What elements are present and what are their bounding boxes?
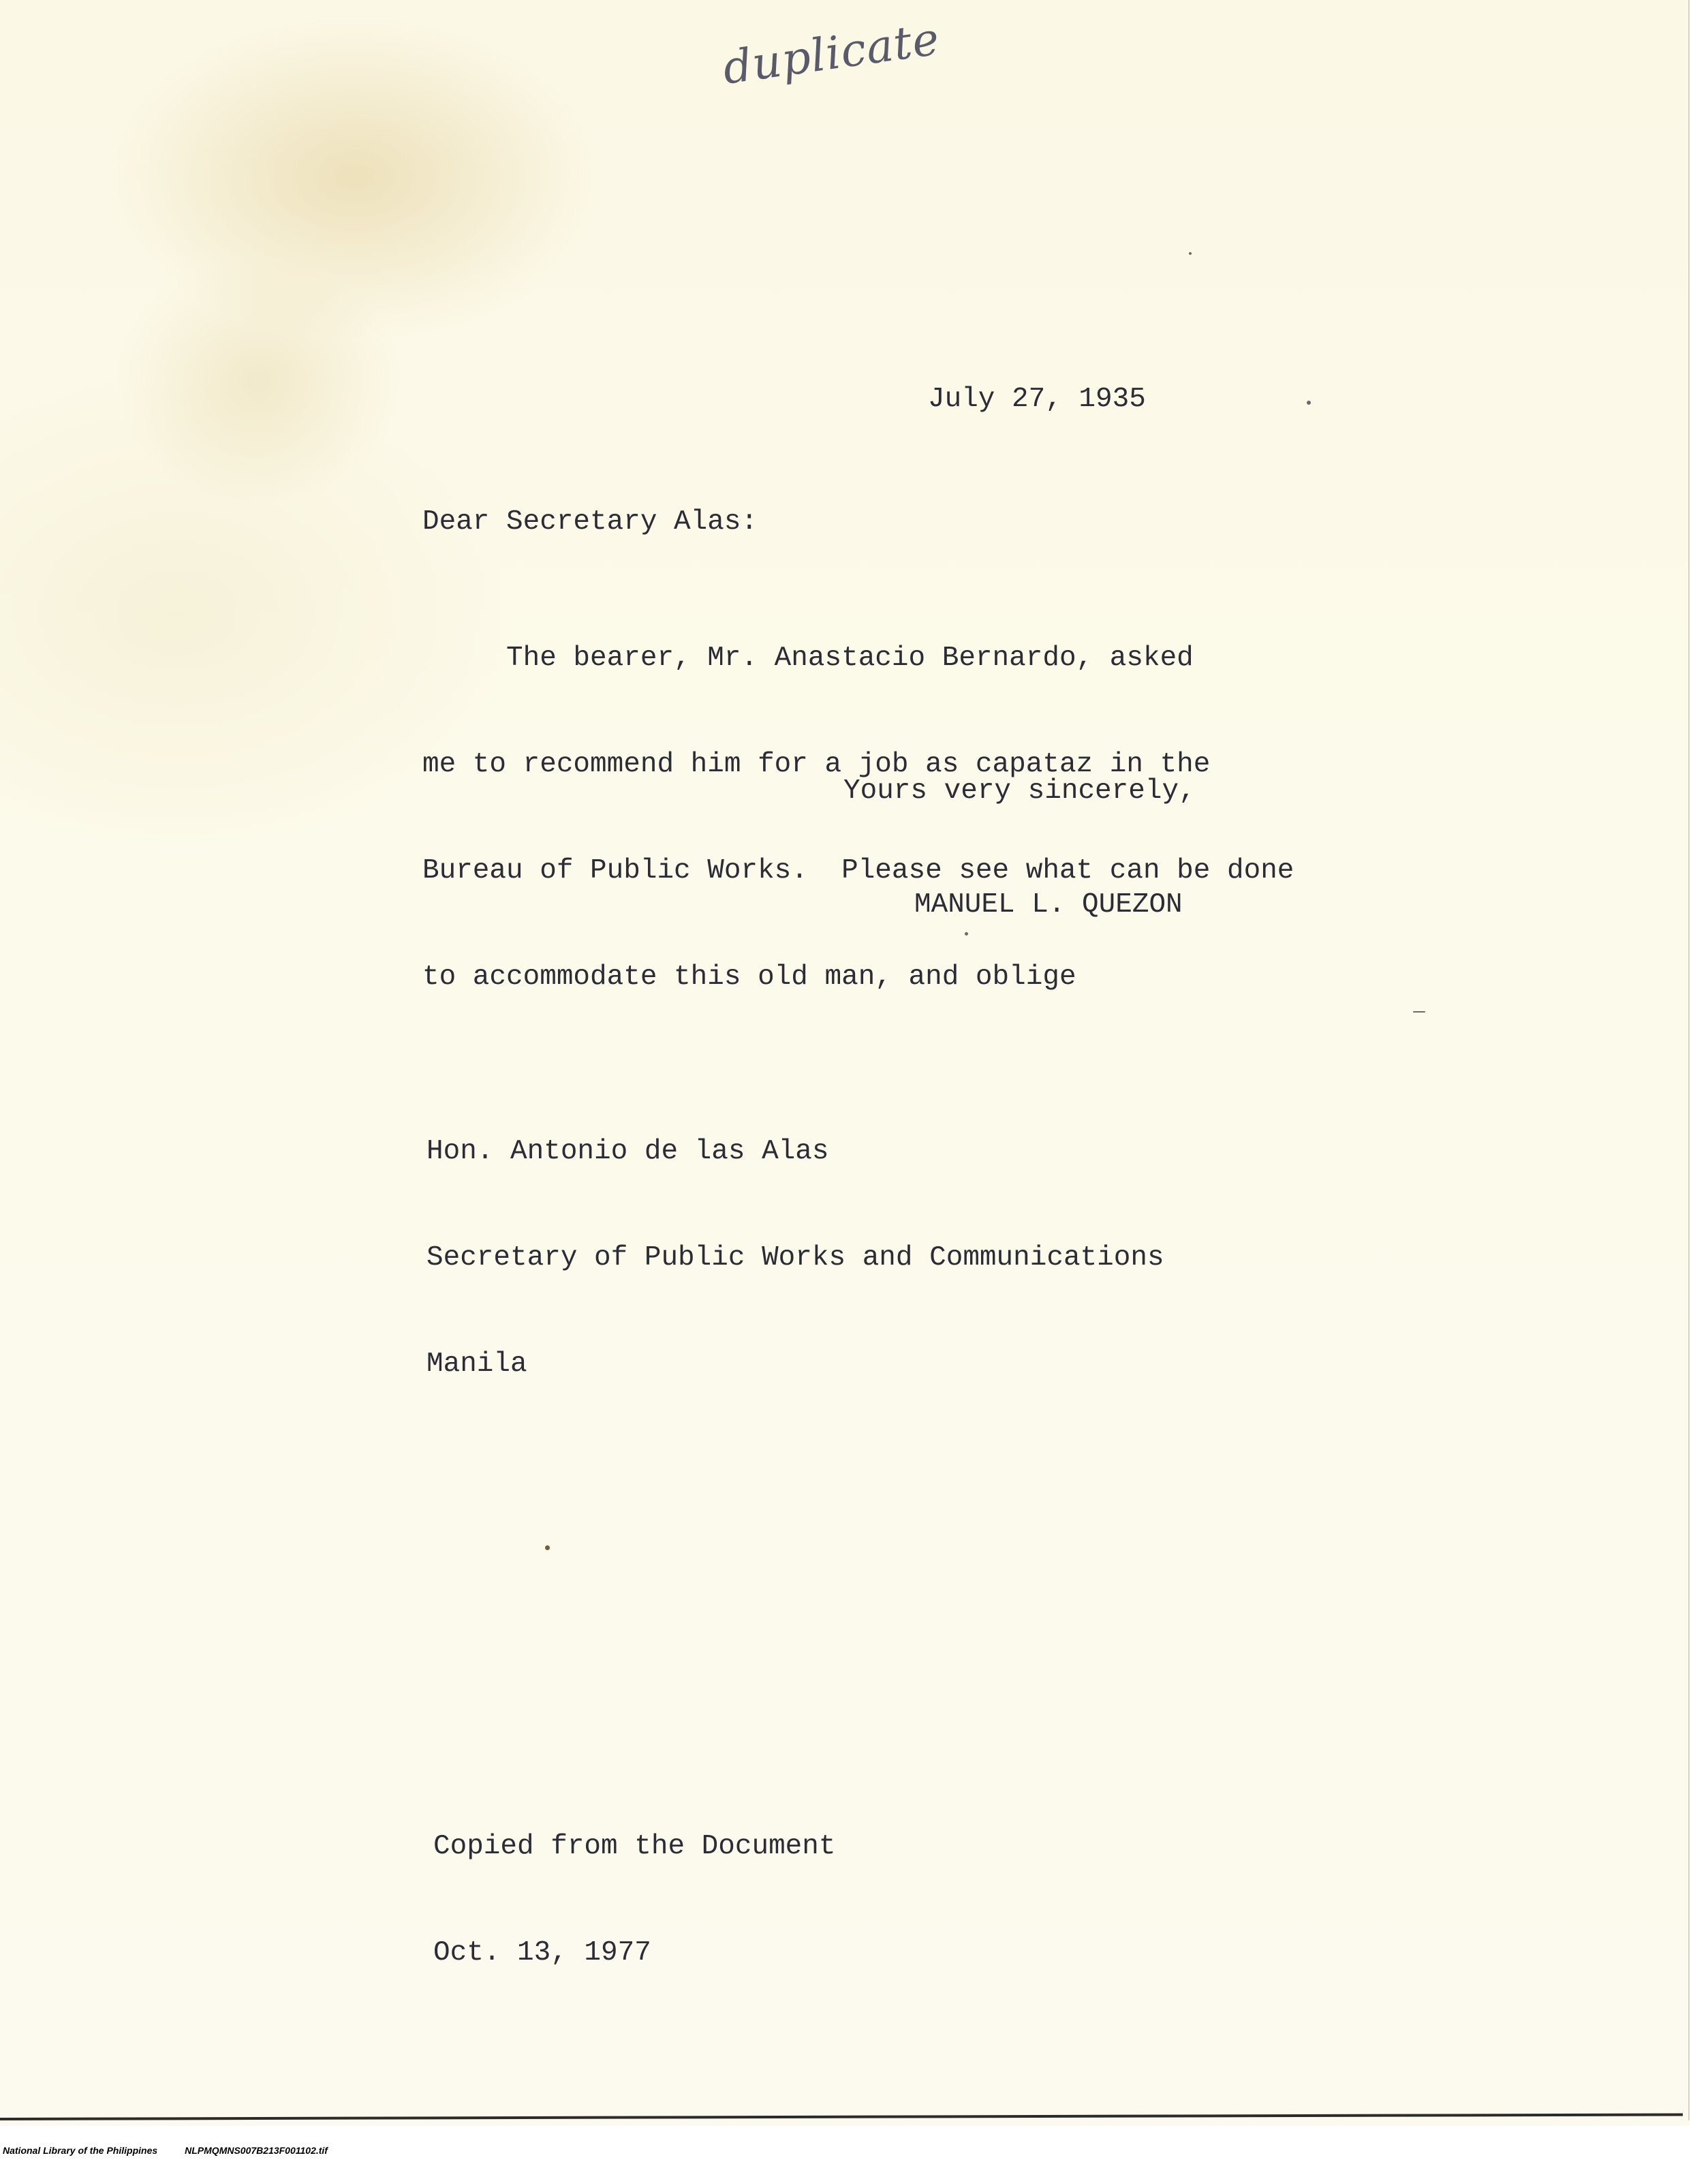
ink-speck: [1189, 252, 1192, 255]
body-line: The bearer, Mr. Anastacio Bernardo, asked: [422, 643, 1194, 674]
addressee-line: Manila: [426, 1348, 527, 1380]
scan-footer: [3, 2145, 355, 2156]
letter-body: [422, 570, 1294, 1066]
copy-note: [433, 1758, 836, 2041]
letter-salutation: Dear Secretary Alas:: [422, 506, 758, 538]
letter-date: July 27, 1935: [928, 384, 1146, 415]
body-line: Bureau of Public Works. Please see what can be done: [422, 855, 1294, 886]
ink-speck: [1413, 1011, 1425, 1013]
page-edge: [1688, 0, 1690, 2120]
ink-speck: [545, 1545, 550, 1550]
footer-library: National Library of the Philippines: [3, 2145, 158, 2156]
handwritten-annotation: duplicate: [719, 12, 943, 95]
body-line: to accommodate this old man, and oblige: [422, 961, 1076, 993]
footer-file-id: NLPMQMNS007B213F001102.tif: [185, 2145, 328, 2156]
addressee-line: Hon. Antonio de las Alas: [426, 1136, 829, 1167]
addressee-line: Secretary of Public Works and Communications: [426, 1242, 1164, 1273]
body-line: me to recommend him for a job as capataz in the: [422, 749, 1211, 780]
copy-note-line: Copied from the Document: [433, 1831, 836, 1862]
copy-note-line: Oct. 13, 1977: [433, 1937, 651, 1968]
ink-speck: [1307, 401, 1311, 405]
letter-signature: MANUEL L. QUEZON: [914, 889, 1183, 921]
addressee-block: [426, 1063, 1164, 1453]
letter-closing: Yours very sincerely,: [843, 775, 1196, 807]
ink-speck: [965, 932, 968, 936]
